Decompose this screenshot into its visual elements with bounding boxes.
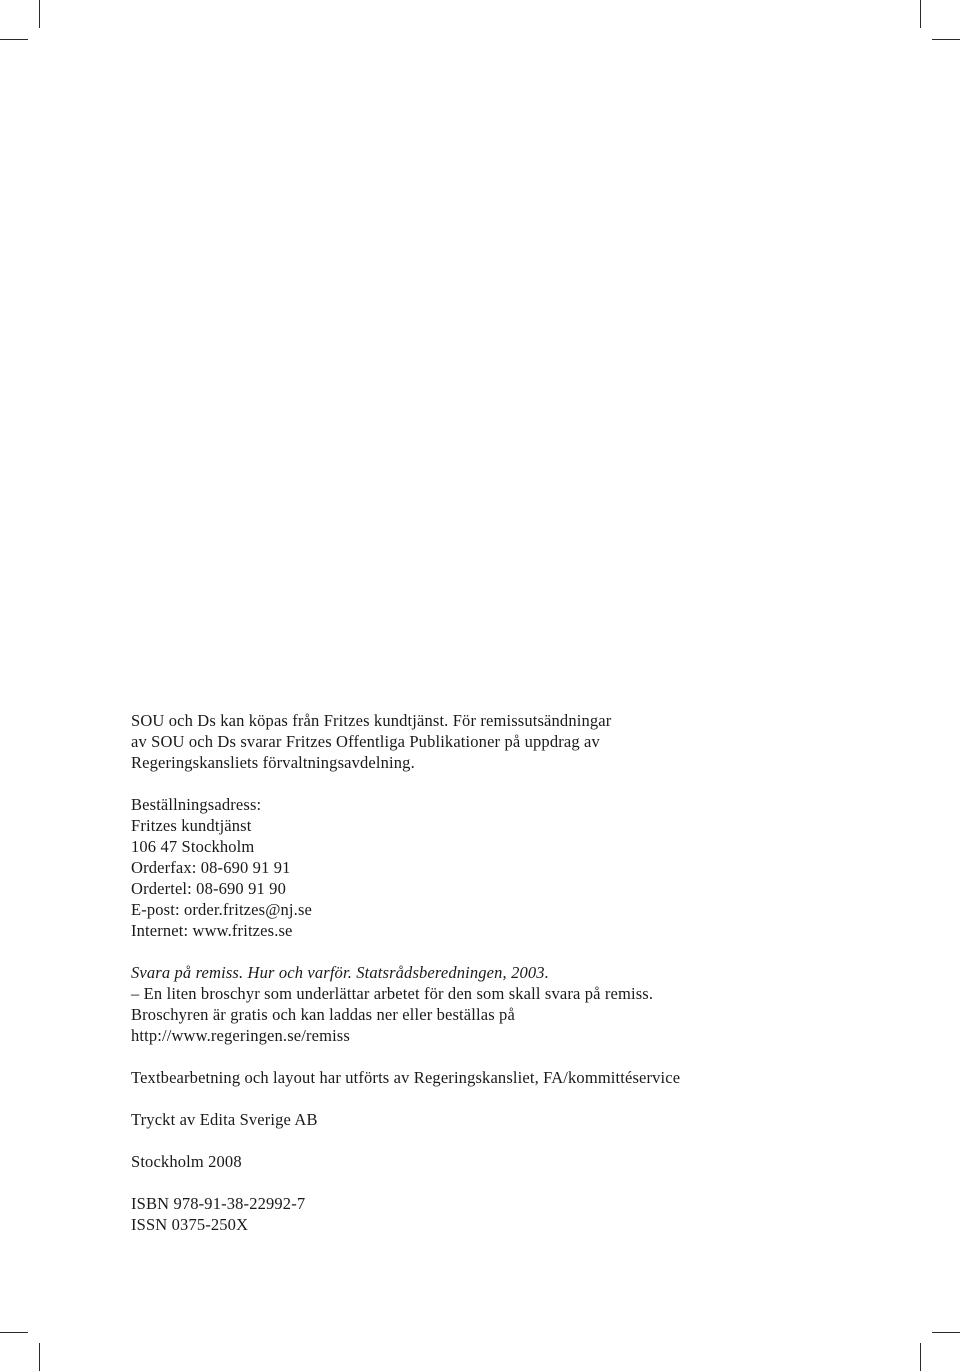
printer-credit <box>131 1109 851 1130</box>
place-year <box>131 1151 851 1172</box>
imprint-text <box>131 710 851 1235</box>
brochure-url: http://www.regeringen.se/remiss <box>131 1026 350 1045</box>
crop-mark-bottom-left-vertical <box>39 1343 40 1371</box>
printer-text: Tryckt av Edita Sverige AB <box>131 1110 318 1129</box>
intro-line: SOU och Ds kan köpas från Fritzes kundtjänst. För remissutsändningar <box>131 711 612 730</box>
order-address-fax: Orderfax: 08-690 91 91 <box>131 858 291 877</box>
order-address-heading: Beställningsadress: <box>131 795 262 814</box>
intro-paragraph <box>131 710 851 773</box>
order-address-website: Internet: www.fritzes.se <box>131 921 293 940</box>
brochure-line: Broschyren är gratis och kan laddas ner eller beställas på <box>131 1005 515 1024</box>
brochure-line: – En liten broschyr som underlättar arbetet för den som skall svara på remiss. <box>131 984 654 1003</box>
place-year-text: Stockholm 2008 <box>131 1152 242 1171</box>
crop-mark-bottom-right-horizontal <box>932 1332 960 1333</box>
order-address <box>131 794 851 941</box>
intro-line: av SOU och Ds svarar Fritzes Offentliga Publikationer på uppdrag av <box>131 732 600 751</box>
crop-mark-bottom-left-horizontal <box>0 1332 28 1333</box>
order-address-postal: 106 47 Stockholm <box>131 837 255 856</box>
isbn: ISBN 978-91-38-22992-7 <box>131 1194 306 1213</box>
brochure-info <box>131 962 851 1046</box>
intro-line: Regeringskansliets förvaltningsavdelning. <box>131 753 415 772</box>
identifiers <box>131 1193 851 1235</box>
brochure-title: Svara på remiss. Hur och varför. Statsrådsberedningen, 2003. <box>131 963 549 982</box>
crop-mark-top-right-vertical <box>920 0 921 28</box>
crop-mark-top-left-vertical <box>39 0 40 28</box>
crop-mark-top-right-horizontal <box>932 39 960 40</box>
issn: ISSN 0375-250X <box>131 1215 249 1234</box>
layout-credit <box>131 1067 851 1088</box>
order-address-name: Fritzes kundtjänst <box>131 816 252 835</box>
crop-mark-top-left-horizontal <box>0 39 28 40</box>
crop-mark-bottom-right-vertical <box>920 1343 921 1371</box>
layout-credit-text: Textbearbetning och layout har utförts av Regeringskansliet, FA/kommittéservice <box>131 1068 681 1087</box>
order-address-email: E-post: order.fritzes@nj.se <box>131 900 312 919</box>
order-address-phone: Ordertel: 08-690 91 90 <box>131 879 286 898</box>
